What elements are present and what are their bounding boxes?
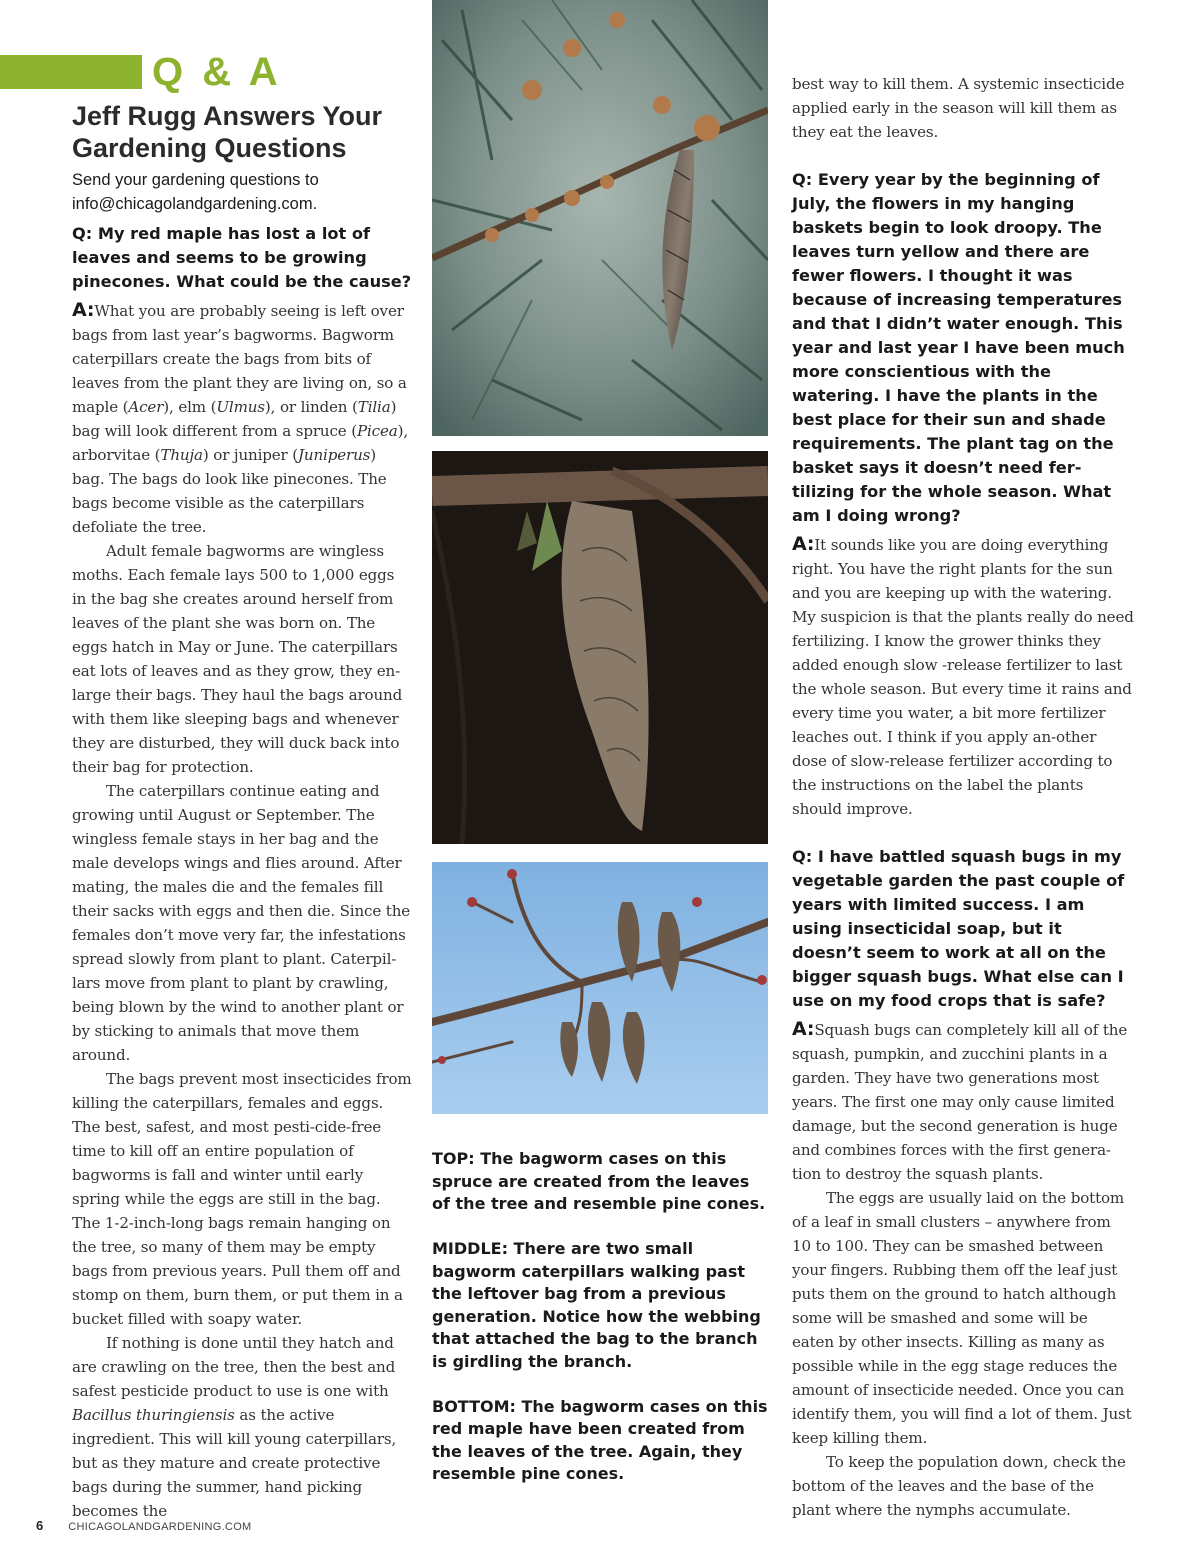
answer-1-paragraph-2: Adult female bagworms are wingless moths. Each female lays 500 to 1,000 eggs in the bag she creates around herself from leaves of the plant she was born on. The eggs hatch in May or June. The caterpillars eat lots of leaves and as they grow, they en-large their bags. They haul the bags around with them like sleeping bags and whenever they are disturbed, they will duck back into their bag for protection. [72,542,403,776]
caption-bottom: BOTTOM: The bagworm cases on this red maple have been created from the leaves of the tree. Again, they resemble pine cones. [432,1396,768,1483]
answer-1-paragraph-4: The bags prevent most insecticides from killing the caterpillars, females and eggs. The best, safest, and most pesti-cide-free time to kill off an entire population of bagworms is fall and winter until early spring while the eggs are still in the bag. The 1-2-inch-long bags remain hanging on the tree, so many of them may be empty bags from previous years. Pull them off and stomp on them, burn them, or put them in a bucket filled with soapy water. [72,1070,412,1328]
question-1: Q: My red maple has lost a lot of leaves and seems to be growing pinecones. What could be the cause? [72,224,412,291]
page-title: Jeff Rugg Answers Your Gardening Questions [72,101,383,163]
page-number: 6 [36,1518,44,1533]
right-column [792,72,1134,1522]
submission-info [72,168,422,216]
caption-middle: MIDDLE: There are two small bagworm caterpillars walking past the leftover bag from a previous generation. Notice how the webbing that attached the bag to the branch is girdling the branch. [432,1239,761,1371]
website-link[interactable]: CHICAGOLANDGARDENING.COM [68,1521,252,1533]
caption-top: TOP: The bagworm cases on this spruce are created from the leaves of the tree and resemble pine cones. [432,1149,766,1213]
answer-3-paragraph-2: The eggs are usually laid on the bottom of a leaf in small clusters – anywhere from 10 to 100. They can be smashed between your fingers. Rubbing them off the leaf just puts them on the ground to hatch although some will be smashed and some will be eaten by other insects. Killing as many as possible while in the egg stage reduces the amount of insecticide needed. Once you can identify them, you will find a lot of them. Just keep killing them. [792,1189,1132,1447]
answer-label: A: [792,1018,815,1040]
section-label: Q & A [152,50,282,94]
question-2: Q: Every year by the beginning of July, the flowers in my hanging baskets begin to look droopy. The leaves turn yellow and there are fewer flowers. I thought it was because of increasing temperatures and that I didn’t water enough. This year and last year I have been much more conscientious with the watering. I have the plants in the best place for their sun and shade requirements. The plant tag on the basket says it doesn’t need fer-tilizing for the whole season. What am I doing wrong? [792,170,1125,525]
photo-spruce-bagworm [432,0,768,436]
answer-1-continued: best way to kill them. A systemic insecticide applied early in the season will kill them as they eat the leaves. [792,75,1125,141]
send-line: Send your gardening questions to [72,171,319,189]
email-address[interactable]: info@chicagolandgardening.com. [72,195,318,213]
answer-3-paragraph-3: To keep the population down, check the bottom of the leaves and the base of the plant where the nymphs accumulate. [792,1453,1126,1519]
answer-label: A: [72,299,95,321]
photo-bagworm-caterpillars [432,451,768,844]
answer-3: A:Squash bugs can completely kill all of the squash, pumpkin, and zucchini plants in a garden. They have two generations most years. The first one may only cause limited damage, but the second generation is huge and combines forces with the first genera-tion to destroy the squash plants. [792,1018,1128,1183]
question-3: Q: I have battled squash bugs in my vegetable garden the past couple of years with limited success. I am using insecticidal soap, but it doesn’t seem to work at all on the bigger squash bugs. What else can I use on my food crops that is safe? [792,847,1125,1010]
page-footer [36,1518,252,1533]
answer-1-paragraph-3: The caterpillars continue eating and growing until August or September. The wingless female stays in her bag and the male develops wings and flies around. After mating, the males die and the females fill their sacks with eggs and then die. Since the females don’t move very far, the infestations spread slowly from plant to plant. Caterpil-lars move from plant to plant by crawling, being blown by the wind to another plant or by sticking to animals that move them around. [72,782,411,1064]
section-color-bar [0,55,142,89]
photo-captions [432,1148,772,1508]
answer-1-paragraph-5: If nothing is done until they hatch and are crawling on the tree, then the best and safest pesticide product to use is one with Bacillus thuringiensis as the active ingredient. This will kill young caterpillars, but as they mature and create protective bags during the summer, hand picking becomes the [72,1334,397,1520]
answer-label: A: [792,533,815,555]
answer-1: A:What you are probably seeing is left over bags from last year’s bagworms. Bagworm caterpillars create the bags from bits of leaves from the plant they are living on, so a maple (Acer), elm (Ulmus), or linden (Tilia) bag will look different from a spruce (Picea), arborvitae (Thuja) or juniper (Juniperus) bag. The bags do look like pinecones. The bags become visible as the caterpillars defoliate the tree. [72,299,408,536]
photo-red-maple-bagworms [432,862,768,1114]
left-column [72,222,412,1523]
answer-2: A:It sounds like you are doing everything right. You have the right plants for the sun and you are keeping up with the watering. My suspicion is that the plants really do need fertilizing. I know the grower thinks they added enough slow -release fertilizer to last the whole season. But every time it rains and every time you water, a bit more fertilizer leaches out. I think if you apply an-other dose of slow-release fertilizer according to the instructions on the label the plants should improve. [792,533,1134,818]
